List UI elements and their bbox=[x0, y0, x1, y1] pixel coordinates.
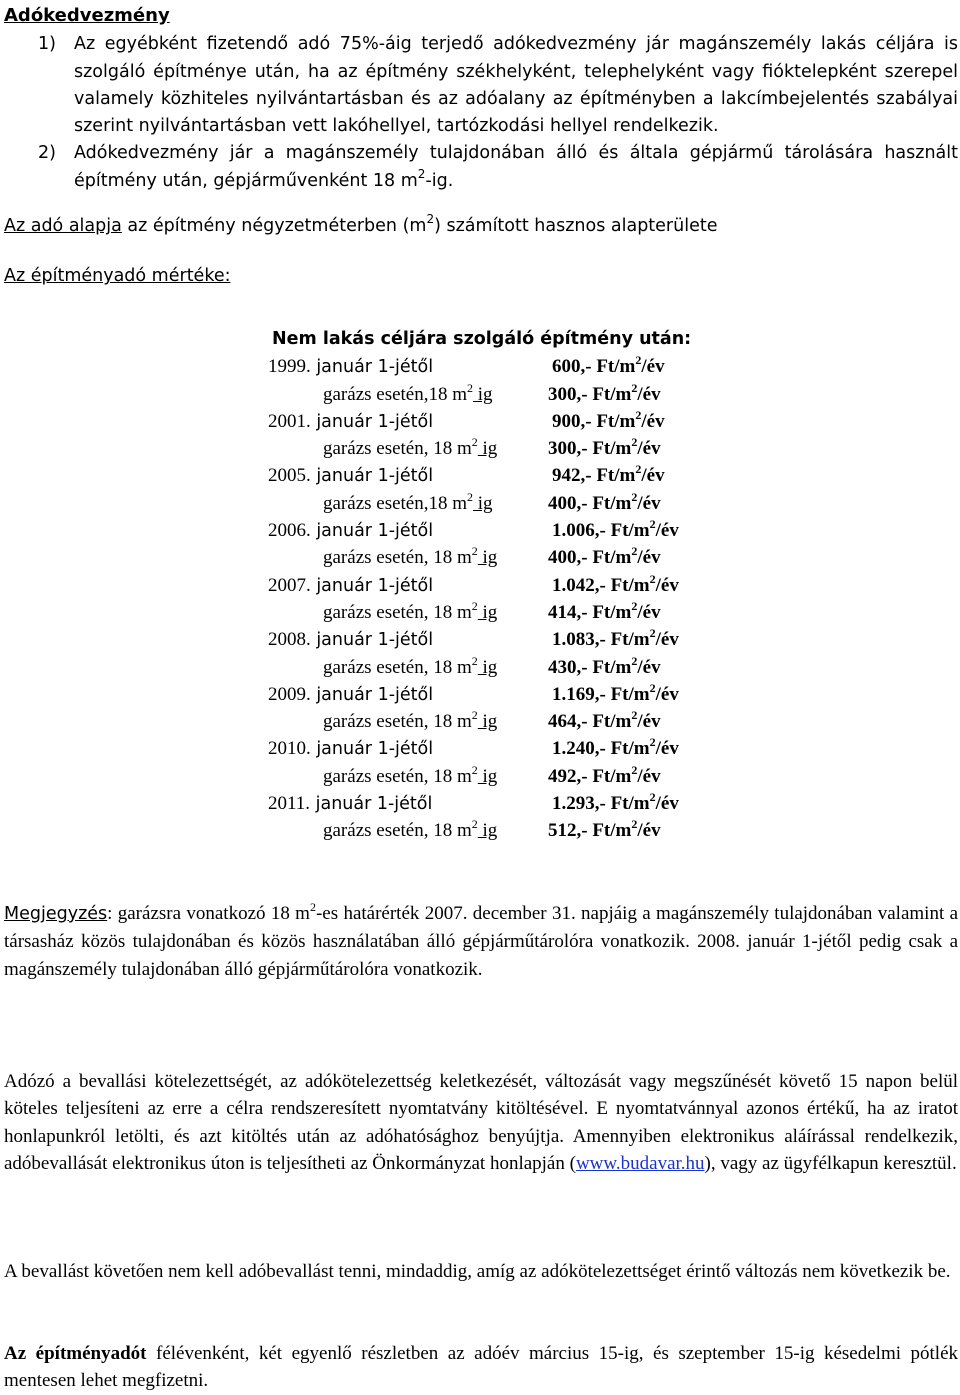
rate-row bbox=[268, 681, 728, 708]
garage-label: garázs esetén, 18 $m^2$ ig bbox=[323, 817, 498, 842]
rate-date: 2005. január 1-jétől bbox=[268, 465, 434, 487]
rate-row bbox=[268, 408, 728, 435]
item-text: Az egyébként fizetendő adó 75%-áig terjedő adókedvezmény jár magánszemély lakás céljára is szolgáló építménye után, ha az építmény székhelyként, telephelyként vagy fióktelepként szerepel valamely közhiteles nyilvántartásban és az adóalany az építményben a lakcímbejelentés szabályai szerint nyilvántartásban vett lakóhellyel, tartózkodási hellyel rendelkezik. bbox=[74, 34, 958, 137]
list-item bbox=[38, 140, 958, 195]
rate-row bbox=[268, 790, 728, 817]
rate-value: 1.006,- $Ft/m^2/év$ bbox=[552, 517, 679, 542]
garage-value: 464,- $Ft/m^2/év$ bbox=[548, 708, 661, 733]
note: Megjegyzés: garázsra vonatkozó 18 $m^2-es$ határérték 2007. december 31. napjáig a magánszemély tulajdonában valamint a társasház közös tulajdonában és közös használatában álló gépjárműtárolóra vonatkozik. 2008. január 1-jétől pedig csak a magánszemély tulajdonában álló gépjárműtárolóra vonatkozik. bbox=[4, 900, 958, 980]
garage-label: garázs esetén, 18 $m^2$ ig bbox=[323, 708, 498, 733]
rate-label-line bbox=[4, 263, 958, 290]
rate-value: 1.240,- $Ft/m^2/év$ bbox=[552, 735, 679, 760]
rate-date: 1999. január 1-jétől bbox=[268, 356, 434, 378]
rate-row bbox=[268, 626, 728, 653]
website-link[interactable]: www.budavar.hu bbox=[575, 1152, 705, 1174]
rate-row bbox=[268, 517, 728, 544]
note-label: Megjegyzés bbox=[4, 904, 108, 924]
item-text: Adókedvezmény jár a magánszemély tulajdonában álló és általa gépjármű tárolására használt építmény után, gépjárművenként 18 $m^2-ig$. bbox=[74, 143, 958, 191]
garage-label: garázs esetén, 18 $m^2$ ig bbox=[323, 762, 498, 787]
garage-value: 300,- $Ft/m^2/év$ bbox=[548, 435, 661, 460]
rate-table bbox=[268, 326, 728, 845]
rate-row bbox=[268, 462, 728, 489]
garage-rate-row bbox=[268, 763, 728, 790]
rate-row bbox=[268, 572, 728, 599]
garage-value: 430,- $Ft/m^2/év$ bbox=[548, 653, 661, 678]
rate-date: 2008. január 1-jétől bbox=[268, 629, 434, 651]
garage-value: 400,- $Ft/m^2/év$ bbox=[548, 544, 661, 569]
rate-subhead: Nem lakás céljára szolgáló építmény után: bbox=[272, 329, 692, 349]
rate-row bbox=[268, 735, 728, 762]
rate-value: 900,- $Ft/m^2/év$ bbox=[552, 407, 665, 432]
rate-date: 2001. január 1-jétől bbox=[268, 410, 434, 432]
garage-value: 414,- $Ft/m^2/év$ bbox=[548, 598, 661, 623]
garage-rate-row bbox=[268, 381, 728, 408]
garage-label: garázs esetén,18 $m^2$ ig bbox=[323, 489, 493, 514]
rate-label: Az építményadó mértéke: bbox=[4, 266, 231, 287]
garage-value: 492,- $Ft/m^2/év$ bbox=[548, 762, 661, 787]
rate-value: 1.169,- $Ft/m^2/év$ bbox=[552, 680, 679, 705]
rate-value: 942,- $Ft/m^2/év$ bbox=[552, 462, 665, 487]
rate-date: 2011. január 1-jétől bbox=[268, 793, 433, 815]
rate-date: 2010. január 1-jétől bbox=[268, 738, 434, 760]
no-return-paragraph: A bevallást követően nem kell adóbevallást tenni, mindaddig, amíg az adókötelezettséget érintő változás nem következik be. bbox=[4, 1261, 951, 1282]
garage-label: garázs esetén, 18 $m^2$ ig bbox=[323, 598, 498, 623]
rate-row bbox=[268, 353, 728, 380]
garage-label: garázs esetén, 18 $m^2$ ig bbox=[323, 544, 498, 569]
payment-label: Az építményadót bbox=[4, 1343, 147, 1364]
garage-value: 400,- $Ft/m^2/év$ bbox=[548, 489, 661, 514]
item-number: 2) bbox=[38, 143, 56, 164]
tax-base: Az adó alapja az építmény négyzetméterben $(m^2)$ számított hasznos alapterülete bbox=[4, 212, 718, 237]
garage-label: garázs esetén, 18 $m^2$ ig bbox=[323, 435, 498, 460]
garage-rate-row bbox=[268, 817, 728, 844]
rate-value: 600,- $Ft/m^2/év$ bbox=[552, 353, 665, 378]
item-number: 1) bbox=[38, 34, 56, 55]
rate-value: 1.042,- $Ft/m^2/év$ bbox=[552, 571, 679, 596]
garage-rate-row bbox=[268, 599, 728, 626]
rate-value: 1.083,- $Ft/m^2/év$ bbox=[552, 626, 679, 651]
section-title: Adókedvezmény bbox=[4, 5, 170, 26]
garage-value: 300,- $Ft/m^2/év$ bbox=[548, 380, 661, 405]
garage-rate-row bbox=[268, 708, 728, 735]
list-item bbox=[38, 31, 958, 140]
garage-label: garázs esetén,18 $m^2$ ig bbox=[323, 380, 493, 405]
filing-paragraph: Adózó a bevallási kötelezettségét, az adókötelezettség keletkezését, változását vagy megszűnését követő 15 napon belül köteles teljesíteni az erre a célra rendszeresített nyomtatvány kitöltésével. E nyomtatvánnyal azonos értékű, ha az iratot honlapunkról letölti, és azt kitöltés után az adóhatósághoz benyújtja. Amennyiben elektronikus aláírással rendelkezik, adóbevallását elektronikus úton is teljesítheti az Önkormányzat honlapján (www.budavar.hu), vagy az ügyfélkapun keresztül. bbox=[4, 1071, 958, 1174]
garage-rate-row bbox=[268, 490, 728, 517]
rate-value: 1.293,- $Ft/m^2/év$ bbox=[552, 790, 679, 815]
rate-date: 2009. január 1-jétől bbox=[268, 683, 434, 705]
garage-value: 512,- $Ft/m^2/év$ bbox=[548, 817, 661, 842]
rate-date: 2006. január 1-jétől bbox=[268, 520, 434, 542]
garage-label: garázs esetén, 18 $m^2$ ig bbox=[323, 653, 498, 678]
payment-paragraph: Az építményadót félévenként, két egyenlő részletben az adóév március 15-ig, és szeptember 15-ig késedelmi pótlék mentesen lehet megfizetni. bbox=[4, 1343, 959, 1392]
rate-date: 2007. január 1-jétől bbox=[268, 574, 434, 596]
garage-rate-row bbox=[268, 654, 728, 681]
tax-base-label: Az adó alapja bbox=[4, 216, 122, 237]
garage-rate-row bbox=[268, 435, 728, 462]
garage-rate-row bbox=[268, 544, 728, 571]
